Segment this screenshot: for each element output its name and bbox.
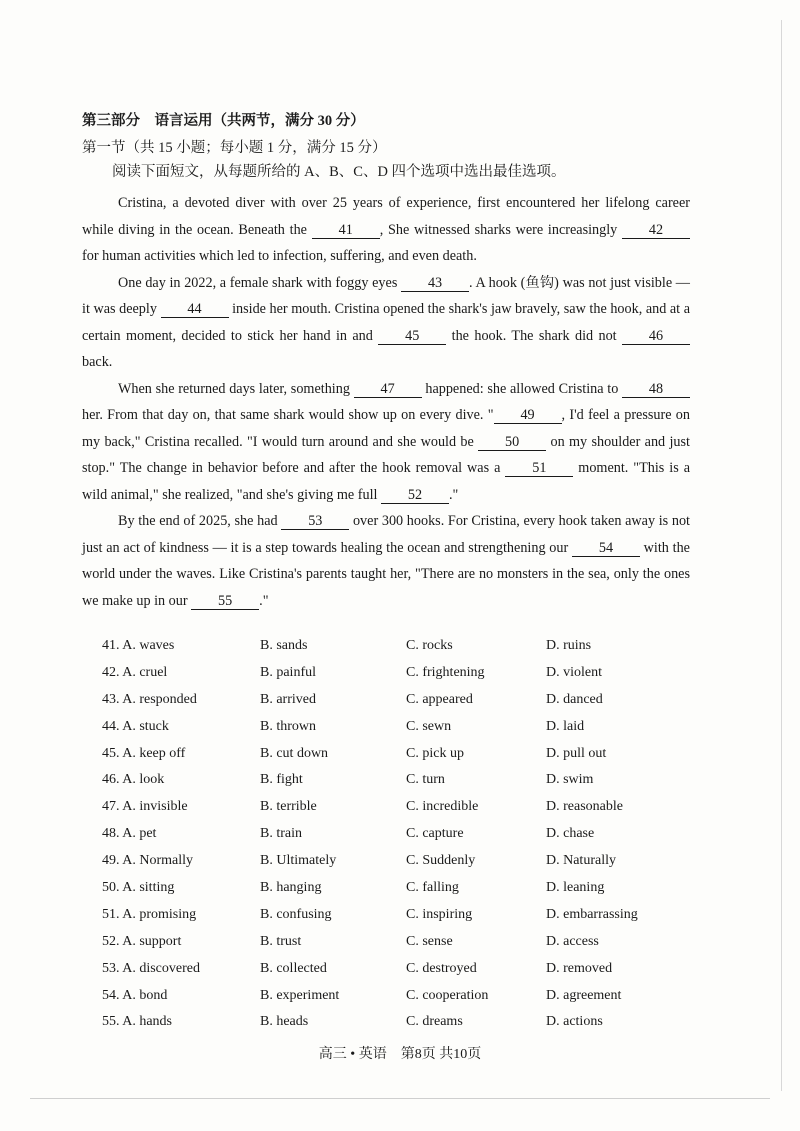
option-d: D. agreement xyxy=(546,987,622,1003)
question-51-options xyxy=(102,907,702,934)
passage-text: back. xyxy=(82,354,113,370)
blank-55: 55 xyxy=(191,593,259,610)
passage-text: over 300 hooks. For Cristina, every hook taken away is not just an act of kindness — it is a step towards healing the ocean and strengthening our xyxy=(82,513,691,556)
option-c: C. inspiring xyxy=(406,906,473,922)
option-a: 54. A. bond xyxy=(102,987,168,1003)
cloze-passage xyxy=(82,190,690,614)
passage-text: When she returned days later, something xyxy=(118,380,354,397)
passage-text: , She witnessed sharks were increasingly xyxy=(379,221,622,238)
option-c: C. Suddenly xyxy=(406,853,476,869)
option-b: B. terrible xyxy=(260,799,317,815)
instructions: 阅读下面短文，从每题所给的 A、B、C、D 四个选项中选出最佳选项。 xyxy=(112,164,566,180)
option-a: 49. A. Normally xyxy=(102,853,193,869)
question-49-options xyxy=(102,853,702,880)
option-c: C. cooperation xyxy=(406,987,489,1003)
question-53-options xyxy=(102,961,702,988)
passage-text: for human activities which led to infection, suffering, and even death. xyxy=(82,248,477,264)
option-c: C. incredible xyxy=(406,799,479,815)
option-d: D. embarrassing xyxy=(546,906,638,922)
passage-text: , I'd feel a pressure on my back," Cristina recalled. "I would turn around and she would be xyxy=(82,407,690,450)
option-d: D. reasonable xyxy=(546,799,623,815)
question-54-options xyxy=(102,988,702,1015)
paragraph xyxy=(82,270,690,376)
passage-text: Cristina, a devoted diver with over 25 years of experience, first encountered her lifelong career while diving in the ocean. Beneath the xyxy=(82,195,690,238)
option-b: B. confusing xyxy=(260,906,332,922)
option-b: B. hanging xyxy=(260,880,322,896)
option-a: 43. A. responded xyxy=(102,691,197,707)
option-d: D. swim xyxy=(546,772,594,788)
passage-text: ." xyxy=(259,592,269,609)
option-a: 47. A. invisible xyxy=(102,799,188,815)
option-c: C. destroyed xyxy=(406,960,477,976)
option-d: D. violent xyxy=(546,664,602,680)
option-b: B. Ultimately xyxy=(260,853,337,869)
option-d: D. removed xyxy=(546,960,613,976)
passage-text: ." xyxy=(449,486,459,503)
option-a: 46. A. look xyxy=(102,772,165,788)
option-d: D. leaning xyxy=(546,880,605,896)
option-a: 50. A. sitting xyxy=(102,880,175,896)
option-a: 41. A. waves xyxy=(102,638,175,653)
passage-text: with the world under the waves. Like Cristina's parents taught her, "There are no monsters in the sea, only the ones we make up in our xyxy=(82,539,690,609)
blank-48: 48 xyxy=(622,381,690,398)
option-c: C. turn xyxy=(406,772,445,788)
option-d: D. Naturally xyxy=(546,853,616,869)
option-a: 44. A. stuck xyxy=(102,718,169,734)
option-b: B. heads xyxy=(260,1014,309,1030)
option-c: C. capture xyxy=(406,826,464,842)
option-a: 42. A. cruel xyxy=(102,664,168,680)
page-footer: 高三 • 英语 第8页 共10页 xyxy=(318,1047,482,1062)
option-b: B. arrived xyxy=(260,691,316,707)
paragraph xyxy=(82,508,690,614)
question-42-options xyxy=(102,665,702,692)
option-d: D. chase xyxy=(546,826,595,842)
answer-options xyxy=(102,638,702,1041)
blank-42: 42 xyxy=(622,222,690,239)
question-41-options xyxy=(102,638,702,665)
option-c: C. appeared xyxy=(406,691,473,707)
option-b: B. thrown xyxy=(260,718,316,734)
paragraph xyxy=(82,376,690,509)
passage-text: happened: she allowed Cristina to xyxy=(421,380,622,397)
passage-text: . A hook (鱼钩) was not just visible — it was deeply xyxy=(82,274,690,317)
option-a: 55. A. hands xyxy=(102,1014,172,1030)
blank-54: 54 xyxy=(572,540,640,557)
option-a: 52. A. support xyxy=(102,933,182,949)
option-c: C. sewn xyxy=(406,718,452,734)
blank-47: 47 xyxy=(354,381,422,398)
option-b: B. painful xyxy=(260,664,316,680)
option-d: D. actions xyxy=(546,1014,603,1030)
blank-43: 43 xyxy=(401,275,469,292)
paragraph xyxy=(82,190,690,270)
section-heading: 第一节（共 15 小题；每小题 1 分，满分 15 分） xyxy=(82,140,387,156)
passage-text: inside her mouth. Cristina opened the shark's jaw bravely, saw the hook, and at a certain moment, decided to stick her hand in and xyxy=(82,301,690,344)
question-48-options xyxy=(102,826,702,853)
blank-53: 53 xyxy=(281,513,349,530)
passage-text: By the end of 2025, she had xyxy=(118,513,282,529)
option-b: B. sands xyxy=(260,638,308,653)
blank-41: 41 xyxy=(312,222,380,239)
option-b: B. fight xyxy=(260,772,303,788)
question-43-options xyxy=(102,692,702,719)
option-a: 48. A. pet xyxy=(102,826,157,842)
option-b: B. trust xyxy=(260,933,302,949)
blank-52: 52 xyxy=(381,487,449,504)
part-heading: 第三部分 语言运用（共两节，满分 30 分） xyxy=(82,113,365,129)
passage-text: her. From that day on, that same shark would show up on every dive. " xyxy=(82,407,494,423)
blank-50: 50 xyxy=(478,434,546,451)
page-edge xyxy=(781,20,782,1091)
option-c: C. pick up xyxy=(406,745,464,761)
option-d: D. access xyxy=(546,933,599,949)
option-c: C. rocks xyxy=(406,638,453,653)
blank-46: 46 xyxy=(622,328,690,345)
option-c: C. falling xyxy=(406,880,459,896)
bottom-rule xyxy=(30,1098,770,1099)
question-44-options xyxy=(102,719,702,746)
question-47-options xyxy=(102,799,702,826)
question-50-options xyxy=(102,880,702,907)
option-b: B. collected xyxy=(260,960,327,976)
option-a: 53. A. discovered xyxy=(102,960,200,976)
option-d: D. ruins xyxy=(546,638,592,653)
question-45-options xyxy=(102,746,702,773)
option-a: 45. A. keep off xyxy=(102,745,186,761)
option-a: 51. A. promising xyxy=(102,906,197,922)
question-46-options xyxy=(102,772,702,799)
option-d: D. danced xyxy=(546,691,603,707)
option-b: B. experiment xyxy=(260,987,340,1003)
blank-45: 45 xyxy=(378,328,446,345)
option-b: B. train xyxy=(260,826,302,842)
option-c: C. frightening xyxy=(406,664,485,680)
passage-text: moment. "This is a wild animal," she realized, "and she's giving me full xyxy=(82,460,690,503)
question-52-options xyxy=(102,934,702,961)
passage-text: on my shoulder and just stop." The change in behavior before and after the hook removal was a xyxy=(82,433,690,476)
option-d: D. laid xyxy=(546,718,585,734)
option-c: C. dreams xyxy=(406,1014,463,1030)
option-b: B. cut down xyxy=(260,745,329,761)
blank-44: 44 xyxy=(161,301,229,318)
blank-51: 51 xyxy=(505,460,573,477)
passage-text: One day in 2022, a female shark with foggy eyes xyxy=(118,274,402,291)
question-55-options xyxy=(102,1014,702,1041)
blank-49: 49 xyxy=(494,407,562,424)
option-d: D. pull out xyxy=(546,745,607,761)
passage-text: the hook. The shark did not xyxy=(446,327,623,344)
option-c: C. sense xyxy=(406,933,453,949)
